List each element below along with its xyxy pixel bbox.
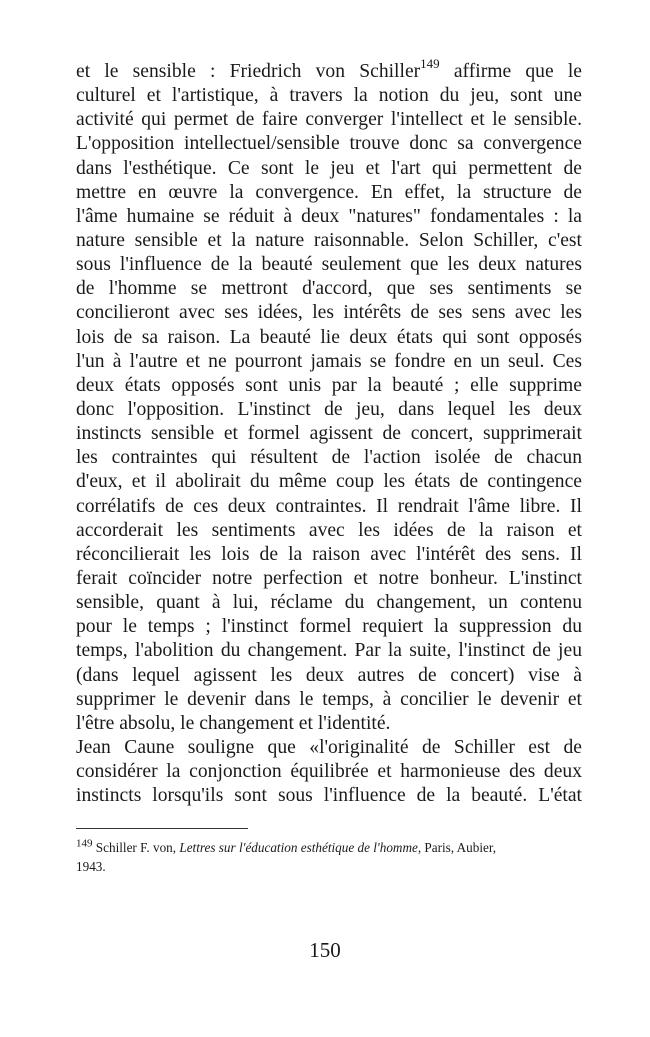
footnote-149 <box>76 838 582 876</box>
text-line: mettre en œuvre la convergence. En effet, la structure de <box>76 181 582 203</box>
text-line: l'être absolu, le changement et l'identité. <box>76 712 391 734</box>
footnote-author: Schiller F. von, <box>92 840 180 855</box>
page-body <box>76 56 582 808</box>
text-line: sensible, quant à lui, réclame du changement, un contenu <box>76 592 582 614</box>
text-segment: affirme que le <box>439 61 582 82</box>
text-line: instincts lorsqu'ils sont sous l'influence de la beauté. L'état <box>76 785 582 807</box>
text-line: pour le temps ; l'instinct formel requiert la suppression du <box>76 616 582 638</box>
text-line: nature sensible et la nature raisonnable. Selon Schiller, c'est <box>76 229 582 251</box>
text-line: dans l'esthétique. Ce sont le jeu et l'art qui permettent de <box>76 157 582 179</box>
text-line: les contraintes qui résultent de l'action isolée de chacun <box>76 447 582 469</box>
text-segment: et le sensible : Friedrich von Schiller <box>76 61 421 82</box>
text-line: activité qui permet de faire converger l'intellect et le sensible. <box>76 109 582 131</box>
text-line: (dans lequel agissent les deux autres de concert) vise à <box>76 664 582 686</box>
text-line <box>76 56 582 84</box>
text-line: considérer la conjonction équilibrée et harmonieuse des deux <box>76 761 582 783</box>
text-line: accorderait les sentiments avec les idées de la raison et <box>76 519 582 541</box>
text-line: lois de sa raison. La beauté lie deux états qui sont opposés <box>76 326 582 348</box>
text-line: ferait coïncider notre perfection et notre bonheur. L'instinct <box>76 567 582 589</box>
footnote-year: 1943. <box>76 859 106 874</box>
main-paragraph <box>76 56 582 808</box>
footnote-publisher: , Paris, Aubier, <box>417 840 497 855</box>
footnote-reference[interactable]: 149 <box>420 56 440 72</box>
text-line: concilieront avec ses idées, les intérêts de ses sens avec les <box>76 302 582 324</box>
footnote-line-2 <box>76 857 582 876</box>
text-line: L'opposition intellectuel/sensible trouve donc sa convergence <box>76 133 582 155</box>
footnote-number: 149 <box>76 837 93 850</box>
page-number: 150 <box>309 938 341 962</box>
text-line: sous l'influence de la beauté seulement que les deux natures <box>76 254 582 276</box>
text-line: instincts sensible et formel agissent de concert, supprimerait <box>76 423 582 445</box>
text-line: l'âme humaine se réduit à deux "natures" fondamentales : la <box>76 205 582 227</box>
footnote-separator <box>76 828 248 829</box>
text-line: de l'homme se mettront d'accord, que ses sentiments se <box>76 278 582 300</box>
text-line: supprimer le devenir dans le temps, à concilier le devenir et <box>76 688 582 710</box>
text-line: l'un à l'autre et ne pourront jamais se fondre en un seul. Ces <box>76 350 582 372</box>
text-line: temps, l'abolition du changement. Par la suite, l'instinct de jeu <box>76 640 582 662</box>
footnote-title: Lettres sur l'éducation esthétique de l'homme <box>179 840 418 855</box>
text-line: d'eux, et il abolirait du même coup les états de contingence <box>76 471 582 493</box>
text-line: deux états opposés sont unis par la beauté ; elle supprime <box>76 374 582 396</box>
text-line: Jean Caune souligne que «l'originalité de Schiller est de <box>76 736 582 758</box>
text-line: réconcilierait les lois de la raison avec l'intérêt des sens. Il <box>76 543 582 565</box>
text-line: donc l'opposition. L'instinct de jeu, dans lequel les deux <box>76 398 582 420</box>
footnote-line-1 <box>76 838 582 857</box>
text-line: corrélatifs de ces deux contraintes. Il rendrait l'âme libre. Il <box>76 495 582 517</box>
text-line: culturel et l'artistique, à travers la notion du jeu, sont une <box>76 85 582 107</box>
